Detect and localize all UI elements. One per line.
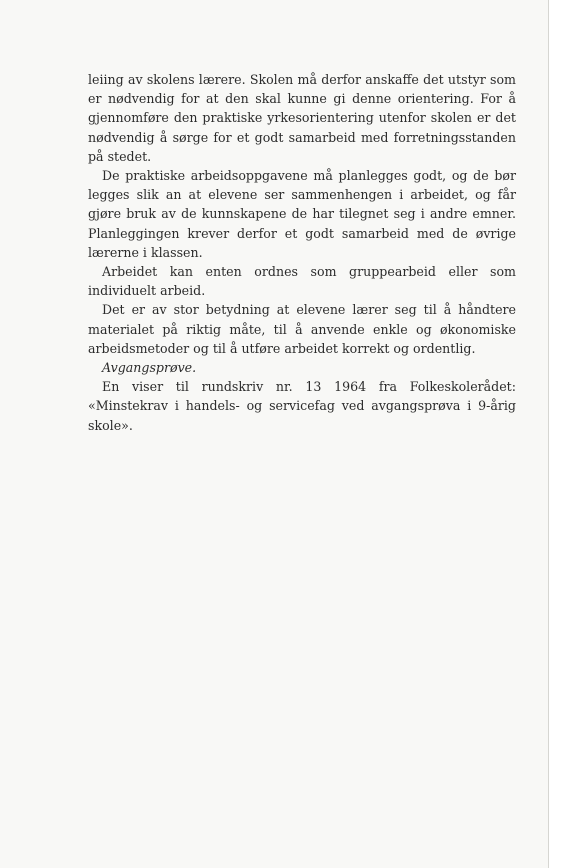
section-paragraph: En viser til rundskriv nr. 13 1964 fra Folkeskolerådet: «Minstekrav i handels- og servicefag ved avgangsprøva i 9-årig skole». bbox=[88, 379, 516, 433]
paragraph-2: De praktiske arbeidsoppgavene må planlegges godt, og de bør legges slik an at elevene ser sammenhengen i arbeidet, og får gjøre bruk av de kunnskapene de har tilegnet seg i andre emner. Planleggingen krever derfor et godt samarbeid med de øvrige lærerne i klassen. bbox=[88, 168, 516, 260]
paragraph-4: Det er av stor betydning at elevene lærer seg til å håndtere materialet på riktig måte, til å anvende enkle og økonomiske arbeidsmetoder og til å utføre arbeidet korrekt og ordentlig. bbox=[88, 302, 516, 356]
paragraph-1: leiing av skolens lærere. Skolen må derfor anskaffe det utstyr som er nødvendig for at den skal kunne gi denne orientering. For å gjennomføre den praktiske yrkesorientering utenfor skolen er det nødvendig å sørge for et godt samarbeid med forretningsstanden på stedet. bbox=[88, 72, 516, 164]
body-text bbox=[88, 70, 516, 435]
section-heading: Avgangsprøve. bbox=[102, 360, 197, 376]
paragraph-3: Arbeidet kan enten ordnes som gruppearbeid eller som individuelt arbeid. bbox=[88, 264, 516, 299]
